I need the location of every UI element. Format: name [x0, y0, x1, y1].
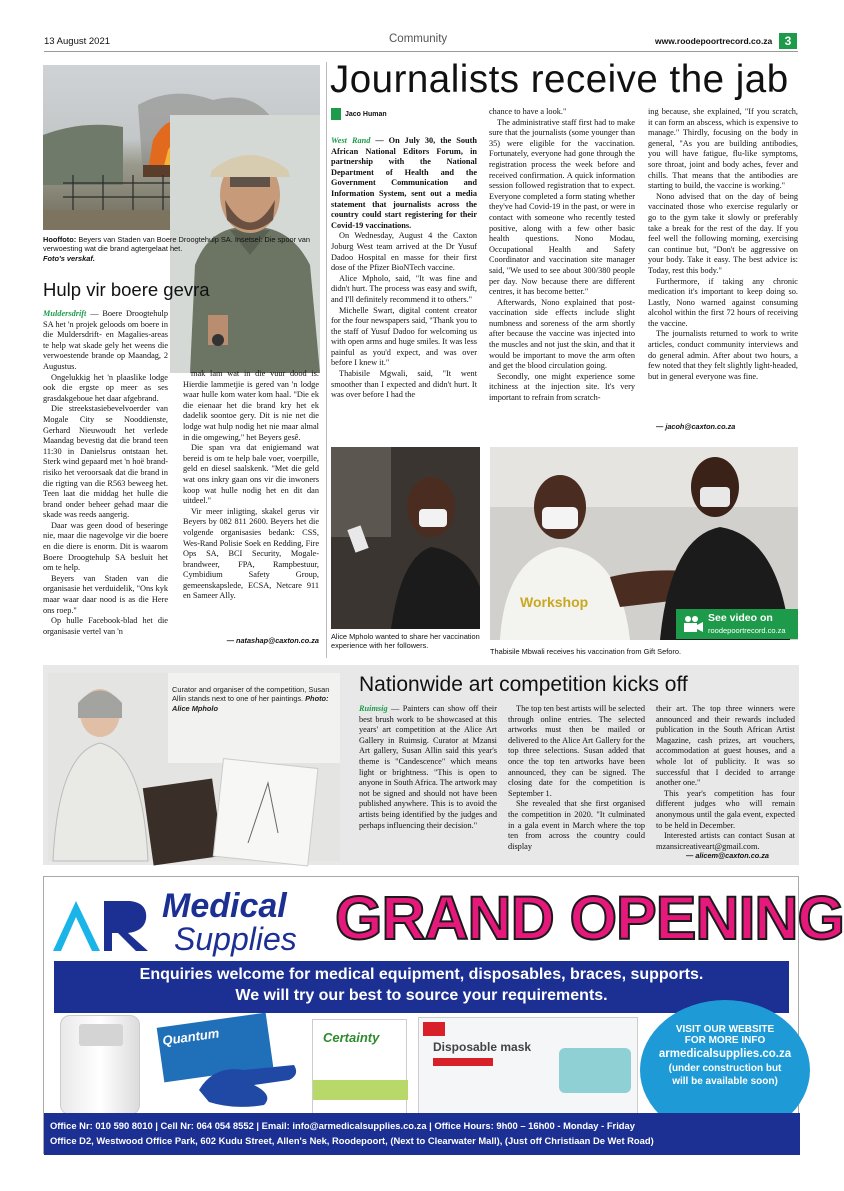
paragraph	[183, 369, 319, 443]
paragraph	[648, 192, 798, 277]
mask-box-logo	[423, 1022, 445, 1036]
mask-image	[559, 1048, 631, 1093]
paragraph	[489, 372, 635, 404]
gloves-brand: Quantum	[161, 1025, 221, 1049]
paragraph	[331, 306, 477, 370]
oxygen-concentrator-image	[60, 1015, 140, 1115]
paragraph-text: Die span vra dat enigiemand wat bereid is om te help bale voer, voerpille, geld en diesel saalskenk. "Met die geld wat ons inkry gaan ons vir die inwoners koop wat hulle nodig het en dit dan uitdeel."	[183, 443, 319, 506]
paragraph	[43, 373, 168, 405]
section-name: Community	[389, 33, 448, 45]
paragraph	[43, 309, 168, 373]
author-name: Jaco Human	[345, 111, 387, 118]
dateline: Muldersdrift	[43, 309, 91, 318]
art-caption-credit: Photo: Alice Mpholo	[172, 694, 329, 713]
visit-url[interactable]: armedicalsupplies.co.za	[658, 1048, 792, 1060]
visit-line-1: VISIT OUR WEBSITE	[675, 1024, 775, 1035]
paragraph-text: — Painters can show off their best brush work to be showcased at this years' art competition at the Alice Art Gallery in Ruimsig. Curator at Mzansi Art gallery, Susan Allin said this year's theme is "Candescence" which means light or brightness. "This is open to anyone in South Africa. The artwork may not be signed and should not have been published anywhere. This is to avoid the artists being identified by the judges and perhaps influencing their decision."	[359, 704, 497, 830]
svg-text:Workshop: Workshop	[520, 594, 589, 610]
paragraph-text: Ongelukkig het 'n plaaslike lodge ook die ergste op meer as ses grasdakgeboue het daar afgebrand.	[43, 372, 168, 403]
art-col-1	[359, 704, 497, 862]
paragraph-text: ing because, she explained, "If you scratch, it can form an abscess, which is expensive to manage." Thirdly, focusing on the body in general, "As you are building antibodies, you will have fatigue, flu-like symptoms, sore throat, joint and body aches, fever and chills. That means that the antibodies are starting to build, the vaccine is working."	[648, 107, 798, 191]
author-marker	[331, 108, 341, 120]
paragraph	[183, 507, 319, 602]
paragraph	[331, 274, 477, 306]
paragraph	[648, 277, 798, 330]
paragraph	[489, 298, 635, 372]
paragraph-text: their art. The top three winners were announced and their rewards included publication in the South African Artist Magazine, cash prizes, art vouchers, accommodation at guest houses, and a whole lot of publicity. It was so successful that I decided to arrange another one."	[656, 704, 795, 788]
footer-address: Office D2, Westwood Office Park, 602 Kudu Street, Allen's Nek, Roodepoort, (Next to Clearwater Mall), (Just off Christiaan De Wet Road)	[50, 1135, 654, 1146]
certainty-brand: Certainty	[323, 1030, 380, 1045]
website-url: www.roodepoortrecord.co.za	[655, 36, 773, 46]
paragraph	[648, 107, 798, 192]
caption-credit: Foto's verskaf.	[43, 253, 95, 263]
art-caption-text: Curator and organiser of the competition, Susan Allin stands next to one of her paintings.	[172, 685, 330, 704]
paragraph	[331, 136, 477, 231]
vaccine-photo-left	[331, 447, 480, 629]
fire-photo-caption	[43, 235, 323, 263]
afrikaans-signature: — natashap@caxton.co.za	[226, 636, 319, 645]
ar-logo-icon	[48, 891, 158, 961]
paragraph-text: On Wednesday, August 4 the Caxton Joburg West team arrived at the Dr Yusuf Dadoo Hospital en masse for their first dose of the Pfizer BioNTech vaccine.	[331, 231, 477, 273]
paragraph-text: Michelle Swart, digital content creator for the four newspapers said, "Thank you to the staff of Yusuf Dadoo for welcoming us with open arms and huge smiles. It was less painful as you'd expect, and was over before I knew it."	[331, 305, 477, 368]
advert	[43, 876, 844, 1154]
paragraph-text: Beyers van Staden van die organisasie het verduidelik, "Ons kyk maar waar daar nood is as die Here ons roep."	[43, 573, 168, 615]
paragraph-text: The journalists returned to work to write articles, conduct community interviews and do general admin. After about two hours, a few noted that they felt slightly light-headed, but in general everyone was fine.	[648, 329, 798, 381]
page-number: 3	[779, 33, 797, 49]
art-col-3	[656, 704, 795, 852]
vaccine-left-illustration	[331, 447, 480, 629]
lead-text: — On July 30, the South African National Editors Forum, in partnership with the National Department of Health and the Government Communication and Information System, sent out a media statement that journalists across the country could start registering for their Covid-19 vaccinations.	[331, 136, 477, 230]
paragraph	[656, 789, 795, 831]
video-url: roodepoortrecord.co.za	[708, 626, 786, 635]
paragraph-text: The top ten best artists will be selected through online entries. The selected artworks must then be mailed or delivered to the Alice Art Gallery for the top three selections. Susan added that once the top ten artworks have been announced, they can be signed. The closing date for the competition is September 1.	[508, 704, 645, 798]
paragraph	[183, 443, 319, 507]
brand-supplies: Supplies	[174, 921, 297, 957]
paragraph	[43, 521, 168, 574]
paragraph-text: Op hulle Facebook-blad het die organisasie vertel van 'n	[43, 616, 168, 636]
art-headline: Nationwide art competition kicks off	[359, 673, 688, 696]
paragraph-text: Furthermore, if taking any chronic medication it's important to keep doing so. Lastly, Nono warned against consuming alcohol within the first 72 hours of receiving the vaccine.	[648, 276, 798, 328]
advert-footer	[44, 1113, 800, 1155]
video-badge[interactable]	[676, 609, 798, 639]
concentrator-panel	[79, 1024, 123, 1046]
video-camera-icon	[682, 615, 704, 633]
paragraph	[489, 107, 635, 118]
brand-medical: Medical	[162, 887, 287, 925]
art-photo-caption	[172, 685, 342, 713]
paragraph-text: Interested artists can contact Susan at mzansicreativeart@gmail.com.	[656, 831, 795, 851]
main-col-2	[489, 107, 635, 447]
paragraph	[508, 704, 645, 799]
paragraph-text: She revealed that she first organised the competition in 2020. "It culminated in a gala event in March where the top ten from across the country could display	[508, 799, 645, 851]
mask-box-image	[418, 1017, 638, 1114]
afrikaans-col-1	[43, 309, 168, 636]
main-signature: — jacoh@caxton.co.za	[656, 422, 736, 431]
dateline: Ruimsig	[359, 704, 392, 713]
visit-note: (under construction but will be available soon)	[668, 1063, 782, 1087]
paragraph	[656, 704, 795, 789]
certainty-pack-image	[312, 1019, 407, 1114]
art-signature: — alicem@caxton.co.za	[686, 851, 769, 860]
gloves-image	[194, 1060, 304, 1110]
caption-label: Hooffoto:	[43, 235, 77, 244]
paragraph	[359, 704, 497, 831]
caption-text: Beyers van Staden van Boere Droogtehulp SA. Insetsel: Die spoor van verwoesting wat die brand agtergelaat het.	[43, 235, 311, 254]
main-col-1	[331, 136, 477, 436]
enquiries-banner	[54, 961, 789, 1013]
paragraph-text: Thabisile Mgwali, said, "It went smoother than I expected and didn't hurt. It was over before I had the	[331, 369, 477, 400]
paragraph	[656, 831, 795, 852]
column-divider	[326, 62, 327, 658]
vaccine-left-caption: Alice Mpholo wanted to share her vaccination experience with her followers.	[331, 632, 480, 651]
dateline: West Rand	[331, 136, 376, 145]
paragraph-text: chance to have a look."	[489, 107, 567, 116]
paragraph-text: — Boere Droogtehulp SA het 'n projek geloods om boere in die Muldersdrift- en Magalies-areas te help wat skade gely het weens die verwoestende brande op Maandag, 2 Augustus.	[43, 309, 168, 371]
paragraph-text: Daar was geen dood of beseringe nie, maar die nagevolge vir die boere en die diere is enorm. Dit is waarom Boere Droogtehulp SA besluit het om te help.	[43, 520, 168, 573]
paragraph-text: mak lam wat in die vuur dood is. Hierdie lammetjie is gered van 'n lodge waar hulle kom water kom haal. "Die ek die eienaar het die brand kry het ek dadelik soontoe gery. Dit is nie net die lodge wat hulp nodig het nie maar almal in die omgewing," het Beyers gesê.	[183, 369, 319, 442]
paragraph	[331, 369, 477, 401]
paragraph	[508, 799, 645, 852]
banner-line-2: We will try our best to source your requirements.	[235, 987, 608, 1004]
paragraph-text: Nono advised that on the day of being vaccinated those who exercise regularly or go to the gym take it slowly or preferably take a break for the rest of the day. If you feel well the following morning, exercising can continue but, "Don't be aggressive on your body. Take it easy. The best advice is: Today, rest this body."	[648, 191, 798, 275]
paragraph-text: Die streekstasiebevelvoerder van Mogale City se Nooddienste, Gerhard Nieuwoudt het verlede Maandag bevestig dat die brand teen 11:30 in Danielsrus ontstaan het. Sterk wind gepaard met 'n hoë brand-risiko het veroorsaak dat die brand in die rigting van die R563 beweeg het. Teen laat die middag het hulle die brand onder beheer gehad maar die skade was reeds aangerig.	[43, 404, 168, 520]
paragraph	[43, 404, 168, 521]
main-col-3	[648, 107, 798, 427]
paragraph-text: The administrative staff first had to make sure that the journalists (some younger than 35) were eligible for the vaccination. Fortunately, everyone had gone through the registration process the week before and received confirmation. A quick information session followed registration that to expect. Everyone completed a form stating whether they've had Covid-19 in the past, or were in contact with someone who recently tested positive, along with a few other basic health questions. Nono Modau, Occupational Health and Safety Coordinator and vaccination site manager said, "We used to see about 300/380 people per day. Now because there are different centres, it has become better."	[489, 117, 635, 297]
footer-contacts: Office Nr: 010 590 8010 | Cell Nr: 064 054 8552 | Email: info@armedicalsupplies.co.za | Office Hours: 9h00 – 16h00 - Monday - Friday	[50, 1120, 635, 1131]
paragraph	[331, 231, 477, 273]
paragraph-text: Afterwards, Nono explained that post-vaccination side effects include slight numbness and soreness of the arm shortly after because the vaccine was injected into the muscles and not just the skin, and that it would be important to move the arm often and get the blood circulation going.	[489, 297, 635, 371]
afrikaans-col-2	[183, 369, 319, 639]
paragraph	[648, 329, 798, 382]
paragraph	[489, 118, 635, 298]
main-headline: Journalists receive the jab	[330, 58, 789, 101]
certainty-band	[313, 1080, 408, 1100]
afrikaans-headline: Hulp vir boere gevra	[43, 279, 210, 300]
mask-box-stripe	[433, 1058, 493, 1066]
video-title: See video on	[708, 612, 773, 624]
page-header	[0, 0, 842, 52]
paragraph	[43, 574, 168, 616]
visit-line-2: FOR MORE INFO	[684, 1035, 766, 1046]
paragraph-text: Alice Mpholo, said, "It was fine and didn't hurt. The process was easy and swift, and I'll definitely recommend it to others."	[331, 273, 477, 304]
issue-date: 13 August 2021	[44, 36, 111, 47]
paragraph-text: Vir meer inligting, skakel gerus vir Beyers by 082 811 2600. Beyers het die volgende organisasies bedank: CSS, Wes-Rand Polisie Soek en Redding, Fire Ops SA, BCI Security, Mogale-brandweer, FPA, Rampbestuur, Cymbidium Safety Group, gemeenskapslede, ECSA, Netcare 911 en Sameer Ally.	[183, 506, 319, 601]
grand-opening: GRAND OPENING	[335, 884, 844, 952]
art-col-2	[508, 704, 645, 862]
paragraph-text: This year's competition has four different judges who will remain anonymous until the gala event, expected to be held in December.	[656, 788, 795, 830]
paragraph	[43, 616, 168, 637]
banner-line-1: Enquiries welcome for medical equipment, disposables, braces, supports.	[139, 966, 704, 983]
vaccine-right-caption: Thabisile Mbwali receives his vaccination from Gift Seforo.	[490, 647, 681, 656]
paragraph-text: Secondly, one might experience some itchiness at the injection site. It's very important to refrain from scratch-	[489, 371, 635, 403]
mask-box-label: Disposable mask	[433, 1040, 532, 1054]
header-rule	[44, 51, 798, 52]
